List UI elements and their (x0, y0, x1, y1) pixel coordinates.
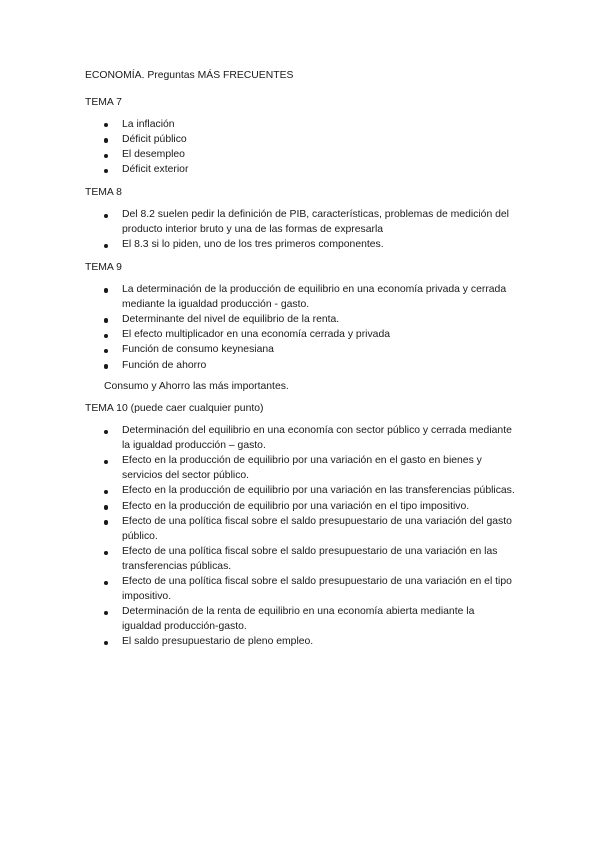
list-item-text: Efecto en la producción de equilibrio por una variación en el gasto en bienes y servicios del sector público. (122, 455, 482, 482)
list-item-text: Efecto en la producción de equilibrio por una variación en el tipo impositivo. (122, 500, 470, 512)
list-item (85, 238, 515, 253)
bullet-icon (104, 430, 108, 434)
bullet-icon (104, 318, 108, 322)
list-item-text: Efecto de una política fiscal sobre el saldo presupuestario de una variación en las transferencias públicas. (122, 546, 498, 572)
list-item-text: El 8.3 si lo piden, uno de los tres primeros componentes. (122, 239, 384, 251)
list-item-text: Función de ahorro (122, 359, 207, 371)
list-item (85, 500, 515, 515)
bullet-icon (104, 154, 108, 158)
section-list-tema-9 (85, 283, 515, 374)
bullet-icon (104, 169, 108, 173)
bullet-icon (104, 138, 108, 142)
bullet-icon (104, 334, 108, 338)
section-heading-tema-8: TEMA 8 (85, 187, 122, 199)
list-item (85, 424, 515, 454)
bullet-icon (104, 214, 108, 218)
list-item (85, 328, 515, 343)
list-item-text: El desempleo (122, 149, 185, 161)
list-item (85, 283, 515, 313)
bullet-icon (104, 364, 108, 368)
list-item (85, 118, 515, 133)
list-item (85, 484, 515, 499)
list-item (85, 163, 515, 178)
list-item (85, 359, 515, 374)
list-item (85, 605, 515, 635)
list-item-text: Efecto de una política fiscal sobre el saldo presupuestario de una variación del gasto público. (122, 515, 512, 542)
bullet-icon (104, 123, 108, 127)
list-item-text: Efecto de una política fiscal sobre el saldo presupuestario de una variación en el tipo impositivo. (122, 576, 512, 602)
list-item (85, 545, 515, 575)
list-item-text: Función de consumo keynesiana (122, 344, 274, 356)
list-item (85, 313, 515, 328)
list-item (85, 575, 515, 605)
list-item (85, 148, 515, 163)
list-item-text: Efecto en la producción de equilibrio por una variación en las transferencias públicas. (122, 485, 515, 497)
bullet-icon (104, 581, 108, 585)
list-item-text: Déficit exterior (122, 164, 189, 176)
list-item-text: Determinante del nivel de equilibrio de la renta. (122, 313, 340, 325)
bullet-icon (104, 520, 108, 524)
section-list-tema-8 (85, 208, 515, 253)
list-item-text: Determinación del equilibrio en una economía con sector público y cerrada mediante la igualdad producción – gasto. (122, 425, 512, 451)
bullet-icon (104, 288, 108, 292)
section-heading-tema-9: TEMA 9 (85, 261, 122, 273)
section-heading-tema-7: TEMA 7 (85, 96, 122, 108)
list-item-text: El saldo presupuestario de pleno empleo. (122, 636, 314, 648)
bullet-icon (104, 551, 108, 555)
bullet-icon (104, 641, 108, 645)
list-item-text: El efecto multiplicador en una economía cerrada y privada (122, 329, 390, 341)
list-item-text: Déficit público (122, 133, 187, 145)
bullet-icon (104, 244, 108, 248)
list-item (85, 343, 515, 358)
section-list-tema-7 (85, 118, 515, 179)
section-heading-tema-10: TEMA 10 (puede caer cualquier punto) (85, 403, 264, 415)
bullet-icon (104, 490, 108, 494)
section-note-tema-9: Consumo y Ahorro las más importantes. (104, 380, 289, 392)
bullet-icon (104, 505, 108, 509)
list-item (85, 454, 515, 484)
list-item-text: Determinación de la renta de equilibrio en una economía abierta mediante la igualdad producción-gasto. (122, 606, 475, 632)
bullet-icon (104, 611, 108, 615)
section-list-tema-10 (85, 424, 515, 650)
list-item (85, 208, 515, 238)
document-body (85, 69, 515, 658)
list-item (85, 133, 515, 148)
document-title: ECONOMÍA. Preguntas MÁS FRECUENTES (85, 70, 294, 81)
list-item (85, 635, 515, 650)
bullet-icon (104, 460, 108, 464)
list-item-text: La inflación (122, 118, 175, 130)
list-item (85, 515, 515, 545)
list-item-text: Del 8.2 suelen pedir la definición de PIB, características, problemas de medición del producto interior bruto y una de las formas de expresarla (122, 209, 509, 235)
bullet-icon (104, 349, 108, 353)
list-item-text: La determinación de la producción de equilibrio en una economía privada y cerrada mediante la igualdad producción - gasto. (122, 283, 507, 310)
